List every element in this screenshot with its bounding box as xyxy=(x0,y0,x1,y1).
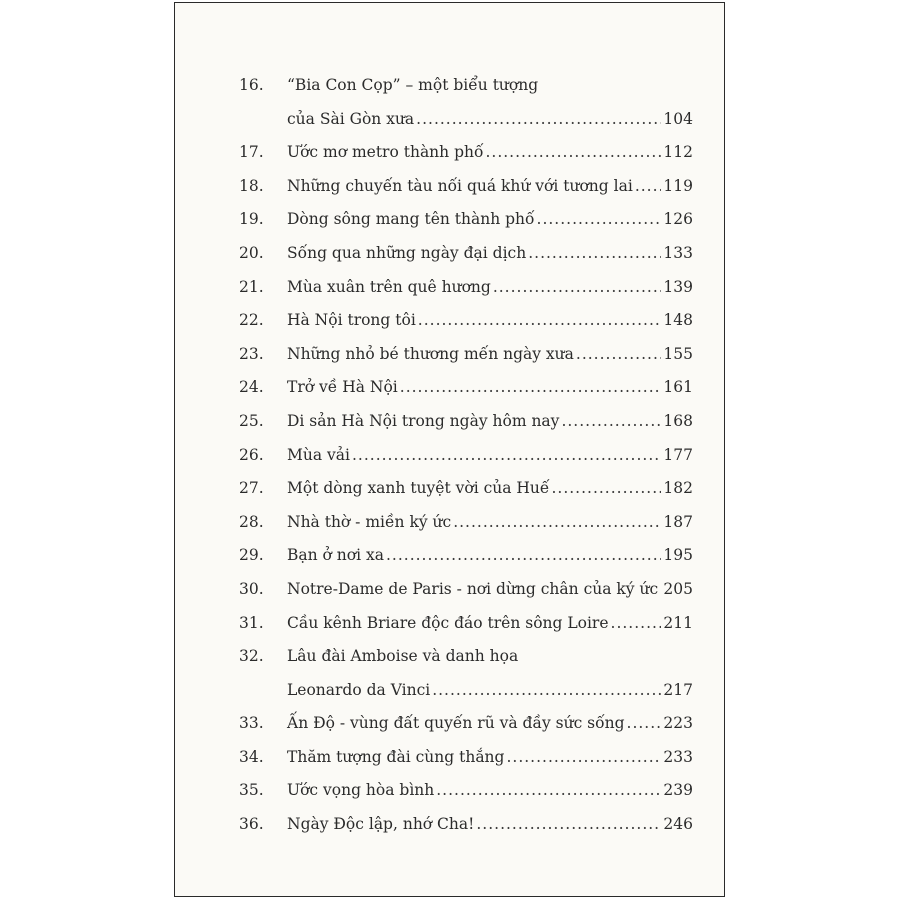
entry-page-number: 177 xyxy=(663,445,693,464)
toc-entry-line xyxy=(239,304,693,338)
toc-entry xyxy=(239,506,693,540)
toc-entry-line xyxy=(239,707,693,741)
entry-number: 17. xyxy=(239,143,264,162)
entry-page-number: 148 xyxy=(663,311,693,330)
dot-leader xyxy=(453,506,661,540)
dot-leader xyxy=(493,271,662,305)
dot-leader xyxy=(551,472,661,506)
toc-entry xyxy=(239,439,693,473)
entry-title: Mùa vải xyxy=(287,445,350,464)
toc-entry-line-continued xyxy=(239,69,693,103)
toc-entry-line xyxy=(239,136,693,170)
entry-number: 27. xyxy=(239,479,264,498)
entry-number: 31. xyxy=(239,613,264,632)
entry-title: Di sản Hà Nội trong ngày hôm nay xyxy=(287,411,560,430)
entry-number: 24. xyxy=(239,378,264,397)
dot-leader xyxy=(352,439,661,473)
toc-entry-line xyxy=(239,371,693,405)
dot-leader xyxy=(611,607,662,641)
dot-leader xyxy=(418,304,662,338)
toc-entry xyxy=(239,338,693,372)
entry-number: 19. xyxy=(239,210,264,229)
entry-page-number: 104 xyxy=(663,109,693,128)
entry-title: Ngày Độc lập, nhớ Cha! xyxy=(287,815,475,834)
entry-title: Hà Nội trong tôi xyxy=(287,311,416,330)
book-page xyxy=(174,2,725,897)
entry-title: Ấn Độ - vùng đất quyến rũ và đầy sức sống xyxy=(287,714,625,733)
entry-number: 34. xyxy=(239,747,264,766)
dot-leader xyxy=(528,237,661,271)
toc-entry-line xyxy=(239,271,693,305)
toc-entry-line xyxy=(239,338,693,372)
dot-leader xyxy=(627,707,662,741)
dot-leader xyxy=(416,103,661,137)
dot-leader xyxy=(537,203,662,237)
entry-page-number: 205 xyxy=(663,579,693,598)
toc-entry-line-continued xyxy=(239,640,693,674)
entry-title: Lâu đài Amboise và danh họa xyxy=(287,647,519,666)
toc-entry xyxy=(239,472,693,506)
entry-title: Trở về Hà Nội xyxy=(287,378,398,397)
entry-title: Ước vọng hòa bình xyxy=(287,781,435,800)
entry-number: 28. xyxy=(239,512,264,531)
toc-entry xyxy=(239,304,693,338)
entry-number: 23. xyxy=(239,344,264,363)
entry-page-number: 119 xyxy=(663,176,693,195)
entry-title: Ước mơ metro thành phố xyxy=(287,143,484,162)
toc-entry-line xyxy=(239,774,693,808)
entry-number: 21. xyxy=(239,277,264,296)
entry-page-number: 139 xyxy=(663,277,693,296)
entry-page-number: 182 xyxy=(663,479,693,498)
toc-entry xyxy=(239,539,693,573)
toc-entry xyxy=(239,741,693,775)
dot-leader xyxy=(635,170,662,204)
entry-title: Nhà thờ - miền ký ức xyxy=(287,512,452,531)
entry-page-number: 126 xyxy=(663,210,693,229)
toc-entry-line xyxy=(239,439,693,473)
entry-page-number: 217 xyxy=(663,680,693,699)
entry-title: Cầu kênh Briare độc đáo trên sông Loire xyxy=(287,613,609,632)
entry-number: 22. xyxy=(239,311,264,330)
entry-title: Sống qua những ngày đại dịch xyxy=(287,243,527,262)
entry-title: của Sài Gòn xưa xyxy=(287,109,415,128)
entry-page-number: 112 xyxy=(663,143,693,162)
toc-entry xyxy=(239,271,693,305)
dot-leader xyxy=(400,371,662,405)
dot-leader xyxy=(386,539,661,573)
entry-number: 20. xyxy=(239,243,264,262)
toc-entry xyxy=(239,573,693,607)
toc-entry xyxy=(239,371,693,405)
entry-number: 18. xyxy=(239,176,264,195)
entry-number: 30. xyxy=(239,579,264,598)
entry-title: Những chuyến tàu nối quá khứ với tương lai xyxy=(287,176,633,195)
toc-entry xyxy=(239,774,693,808)
dot-leader xyxy=(506,741,661,775)
entry-page-number: 246 xyxy=(663,815,693,834)
dot-leader xyxy=(476,808,661,842)
entry-title: Những nhỏ bé thương mến ngày xưa xyxy=(287,344,574,363)
toc-entry-line xyxy=(239,237,693,271)
toc-entry xyxy=(239,69,693,136)
toc-entry-line xyxy=(239,573,693,607)
toc-entry xyxy=(239,170,693,204)
entry-number: 29. xyxy=(239,546,264,565)
entry-page-number: 168 xyxy=(663,411,693,430)
dot-leader xyxy=(436,774,661,808)
entry-title: “Bia Con Cọp” – một biểu tượng xyxy=(287,76,539,94)
dot-leader xyxy=(432,674,661,708)
entry-number: 36. xyxy=(239,815,264,834)
toc-entry xyxy=(239,808,693,842)
entry-number: 16. xyxy=(239,76,264,94)
entry-page-number: 233 xyxy=(663,747,693,766)
entry-title: Thăm tượng đài cùng thắng xyxy=(287,747,505,766)
entry-title: Một dòng xanh tuyệt vời của Huế xyxy=(287,479,550,498)
entry-title: Bạn ở nơi xa xyxy=(287,546,384,565)
entry-page-number: 133 xyxy=(663,243,693,262)
entry-page-number: 223 xyxy=(663,714,693,733)
entry-number: 26. xyxy=(239,445,264,464)
entry-page-number: 187 xyxy=(663,512,693,531)
dot-leader xyxy=(660,573,661,607)
entry-page-number: 155 xyxy=(663,344,693,363)
dot-leader xyxy=(485,136,661,170)
entry-title: Leonardo da Vinci xyxy=(287,680,431,699)
toc-entry-line xyxy=(239,405,693,439)
table-of-contents xyxy=(239,69,693,842)
toc-entry-line xyxy=(239,607,693,641)
toc-entry-line xyxy=(239,741,693,775)
toc-entry-line xyxy=(239,203,693,237)
toc-entry xyxy=(239,237,693,271)
toc-entry xyxy=(239,405,693,439)
toc-entry xyxy=(239,136,693,170)
entry-page-number: 239 xyxy=(663,781,693,800)
entry-page-number: 195 xyxy=(663,546,693,565)
toc-entry-line xyxy=(239,674,693,708)
toc-entry-line xyxy=(239,539,693,573)
entry-number: 32. xyxy=(239,647,264,666)
entry-number: 35. xyxy=(239,781,264,800)
entry-page-number: 161 xyxy=(663,378,693,397)
toc-entry xyxy=(239,707,693,741)
entry-page-number: 211 xyxy=(663,613,693,632)
entry-title: Dòng sông mang tên thành phố xyxy=(287,210,535,229)
entry-number: 25. xyxy=(239,411,264,430)
entry-number: 33. xyxy=(239,714,264,733)
dot-leader xyxy=(561,405,661,439)
toc-entry xyxy=(239,203,693,237)
toc-entry-line xyxy=(239,472,693,506)
toc-entry xyxy=(239,640,693,707)
toc-entry-line xyxy=(239,103,693,137)
toc-entry-line xyxy=(239,506,693,540)
toc-entry-line xyxy=(239,170,693,204)
toc-entry-line xyxy=(239,808,693,842)
toc-entry xyxy=(239,607,693,641)
entry-title: Mùa xuân trên quê hương xyxy=(287,277,491,296)
dot-leader xyxy=(576,338,662,372)
entry-title: Notre-Dame de Paris - nơi dừng chân của ký ức xyxy=(287,579,659,598)
